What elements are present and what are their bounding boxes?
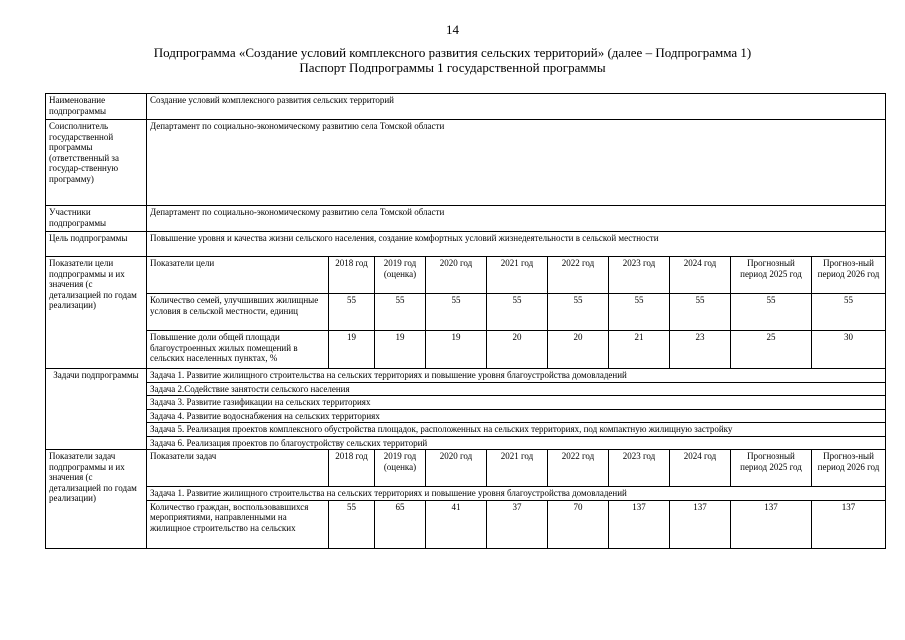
task-item: Задача 1. Развитие жилищного строительства на сельских территориях и повышение уровня благоустройства домовладений (147, 369, 886, 383)
goal-indicators-header (46, 257, 886, 294)
goal-indicator-value: 19 (329, 331, 375, 369)
name-value: Создание условий комплексного развития сельских территорий (147, 94, 886, 120)
coexecutor-label: Соисполнитель государственной программы (ответственный за государ-ственную программу) (46, 120, 147, 206)
task-year-header: 2019 год (оценка) (375, 450, 426, 487)
task-year-header: 2018 год (329, 450, 375, 487)
task-year-header: Прогнозный период 2025 год (731, 450, 812, 487)
goal-value: Повышение уровня и качества жизни сельского населения, создание комфортных условий жизнедеятельности в сельской местности (147, 232, 886, 257)
goal-indicator-value: 20 (548, 331, 609, 369)
goal-indicator-value: 55 (731, 294, 812, 331)
goal-indicator-row (46, 294, 886, 331)
goal-indicator-value: 55 (812, 294, 886, 331)
goal-indicator-value: 30 (812, 331, 886, 369)
goal-indicator-value: 25 (731, 331, 812, 369)
passport-table (45, 93, 886, 549)
task-indicator-value: 37 (487, 500, 548, 548)
task-item: Задача 6. Реализация проектов по благоустройству сельских территорий (147, 436, 886, 450)
goal-year-header: Прогнозный период 2025 год (731, 257, 812, 294)
goal-indicator-value: 55 (609, 294, 670, 331)
title-line-2: Паспорт Подпрограммы 1 государственной программы (299, 60, 606, 75)
goal-indicator-name: Количество семей, улучшивших жилищные условия в сельской местности, единиц (147, 294, 329, 331)
task-item: Задача 5. Реализация проектов комплексного обустройства площадок, расположенных на сельских территориях, под компактную жилищную застройку (147, 423, 886, 437)
row-goal (46, 232, 886, 257)
row-participants (46, 206, 886, 232)
goal-year-header: 2024 год (670, 257, 731, 294)
row-coexecutor (46, 120, 886, 206)
task-indicator-value: 41 (426, 500, 487, 548)
page-number: 14 (446, 22, 459, 37)
goal-indicators-name-header: Показатели цели (147, 257, 329, 294)
goal-year-header: 2019 год (оценка) (375, 257, 426, 294)
goal-indicator-value: 55 (329, 294, 375, 331)
goal-indicator-value: 55 (375, 294, 426, 331)
goal-indicator-value: 23 (670, 331, 731, 369)
task-indicator-value: 137 (670, 500, 731, 548)
goal-indicator-value: 20 (487, 331, 548, 369)
coexecutor-value: Департамент по социально-экономическому развитию села Томской области (147, 120, 886, 206)
goal-year-header: 2023 год (609, 257, 670, 294)
task1-title: Задача 1. Развитие жилищного строительства на сельских территориях и повышение уровня благоустройства домовладений (147, 487, 886, 501)
task-indicator-value: 137 (731, 500, 812, 548)
participants-value: Департамент по социально-экономическому развитию села Томской области (147, 206, 886, 232)
goal-indicator-value: 55 (487, 294, 548, 331)
goal-indicator-value: 21 (609, 331, 670, 369)
task-row (46, 396, 886, 410)
task-indicator-row (46, 500, 886, 548)
task-year-header: 2021 год (487, 450, 548, 487)
goal-indicator-value: 55 (548, 294, 609, 331)
task-item: Задача 4. Развитие водоснабжения на сельских территориях (147, 409, 886, 423)
task-row (46, 409, 886, 423)
task-row (46, 382, 886, 396)
task-indicator-name: Количество граждан, воспользовавшихся мероприятиями, направленными на жилищное строительство на сельских (147, 500, 329, 548)
task-year-header: 2023 год (609, 450, 670, 487)
task-year-header: 2024 год (670, 450, 731, 487)
goal-year-header: 2021 год (487, 257, 548, 294)
goal-indicator-value: 55 (670, 294, 731, 331)
task1-title-row (46, 487, 886, 501)
goal-indicator-name: Повышение доли общей площади благоустроенных жилых помещений в сельских населенных пунктах, % (147, 331, 329, 369)
goal-indicator-value: 19 (426, 331, 487, 369)
task-indicator-value: 137 (812, 500, 886, 548)
goal-indicator-value: 55 (426, 294, 487, 331)
task-indicator-value: 65 (375, 500, 426, 548)
goal-label: Цель подпрограммы (46, 232, 147, 257)
goal-year-header: Прогноз-ный период 2026 год (812, 257, 886, 294)
task-indicator-value: 55 (329, 500, 375, 548)
task-indicators-label: Показатели задач подпрограммы и их значения (с детализацией по годам реализации) (46, 450, 147, 549)
goal-year-header: 2018 год (329, 257, 375, 294)
participants-label: Участники подпрограммы (46, 206, 147, 232)
name-label: Наименование подпрограммы (46, 94, 147, 120)
title-line-1: Подпрограмма «Создание условий комплексного развития сельских территорий» (далее – Подпрограмма 1) (153, 45, 752, 60)
task-row (46, 423, 886, 437)
task-year-header: 2020 год (426, 450, 487, 487)
task-row (46, 436, 886, 450)
task-item: Задача 2.Содействие занятости сельского населения (147, 382, 886, 396)
task-year-header: 2022 год (548, 450, 609, 487)
task-indicators-header (46, 450, 886, 487)
task-indicator-value: 70 (548, 500, 609, 548)
task-year-header: Прогноз-ный период 2026 год (812, 450, 886, 487)
goal-year-header: 2020 год (426, 257, 487, 294)
task-row (46, 369, 886, 383)
goal-indicator-row (46, 331, 886, 369)
task-indicators-name-header: Показатели задач (147, 450, 329, 487)
row-name (46, 94, 886, 120)
task-indicator-value: 137 (609, 500, 670, 548)
task-item: Задача 3. Развитие газификации на сельских территориях (147, 396, 886, 410)
tasks-label: Задачи подпрограммы (46, 369, 147, 450)
goal-year-header: 2022 год (548, 257, 609, 294)
page-title (0, 45, 905, 75)
goal-indicators-label: Показатели цели подпрограммы и их значения (с детализацией по годам реализации) (46, 257, 147, 369)
goal-indicator-value: 19 (375, 331, 426, 369)
